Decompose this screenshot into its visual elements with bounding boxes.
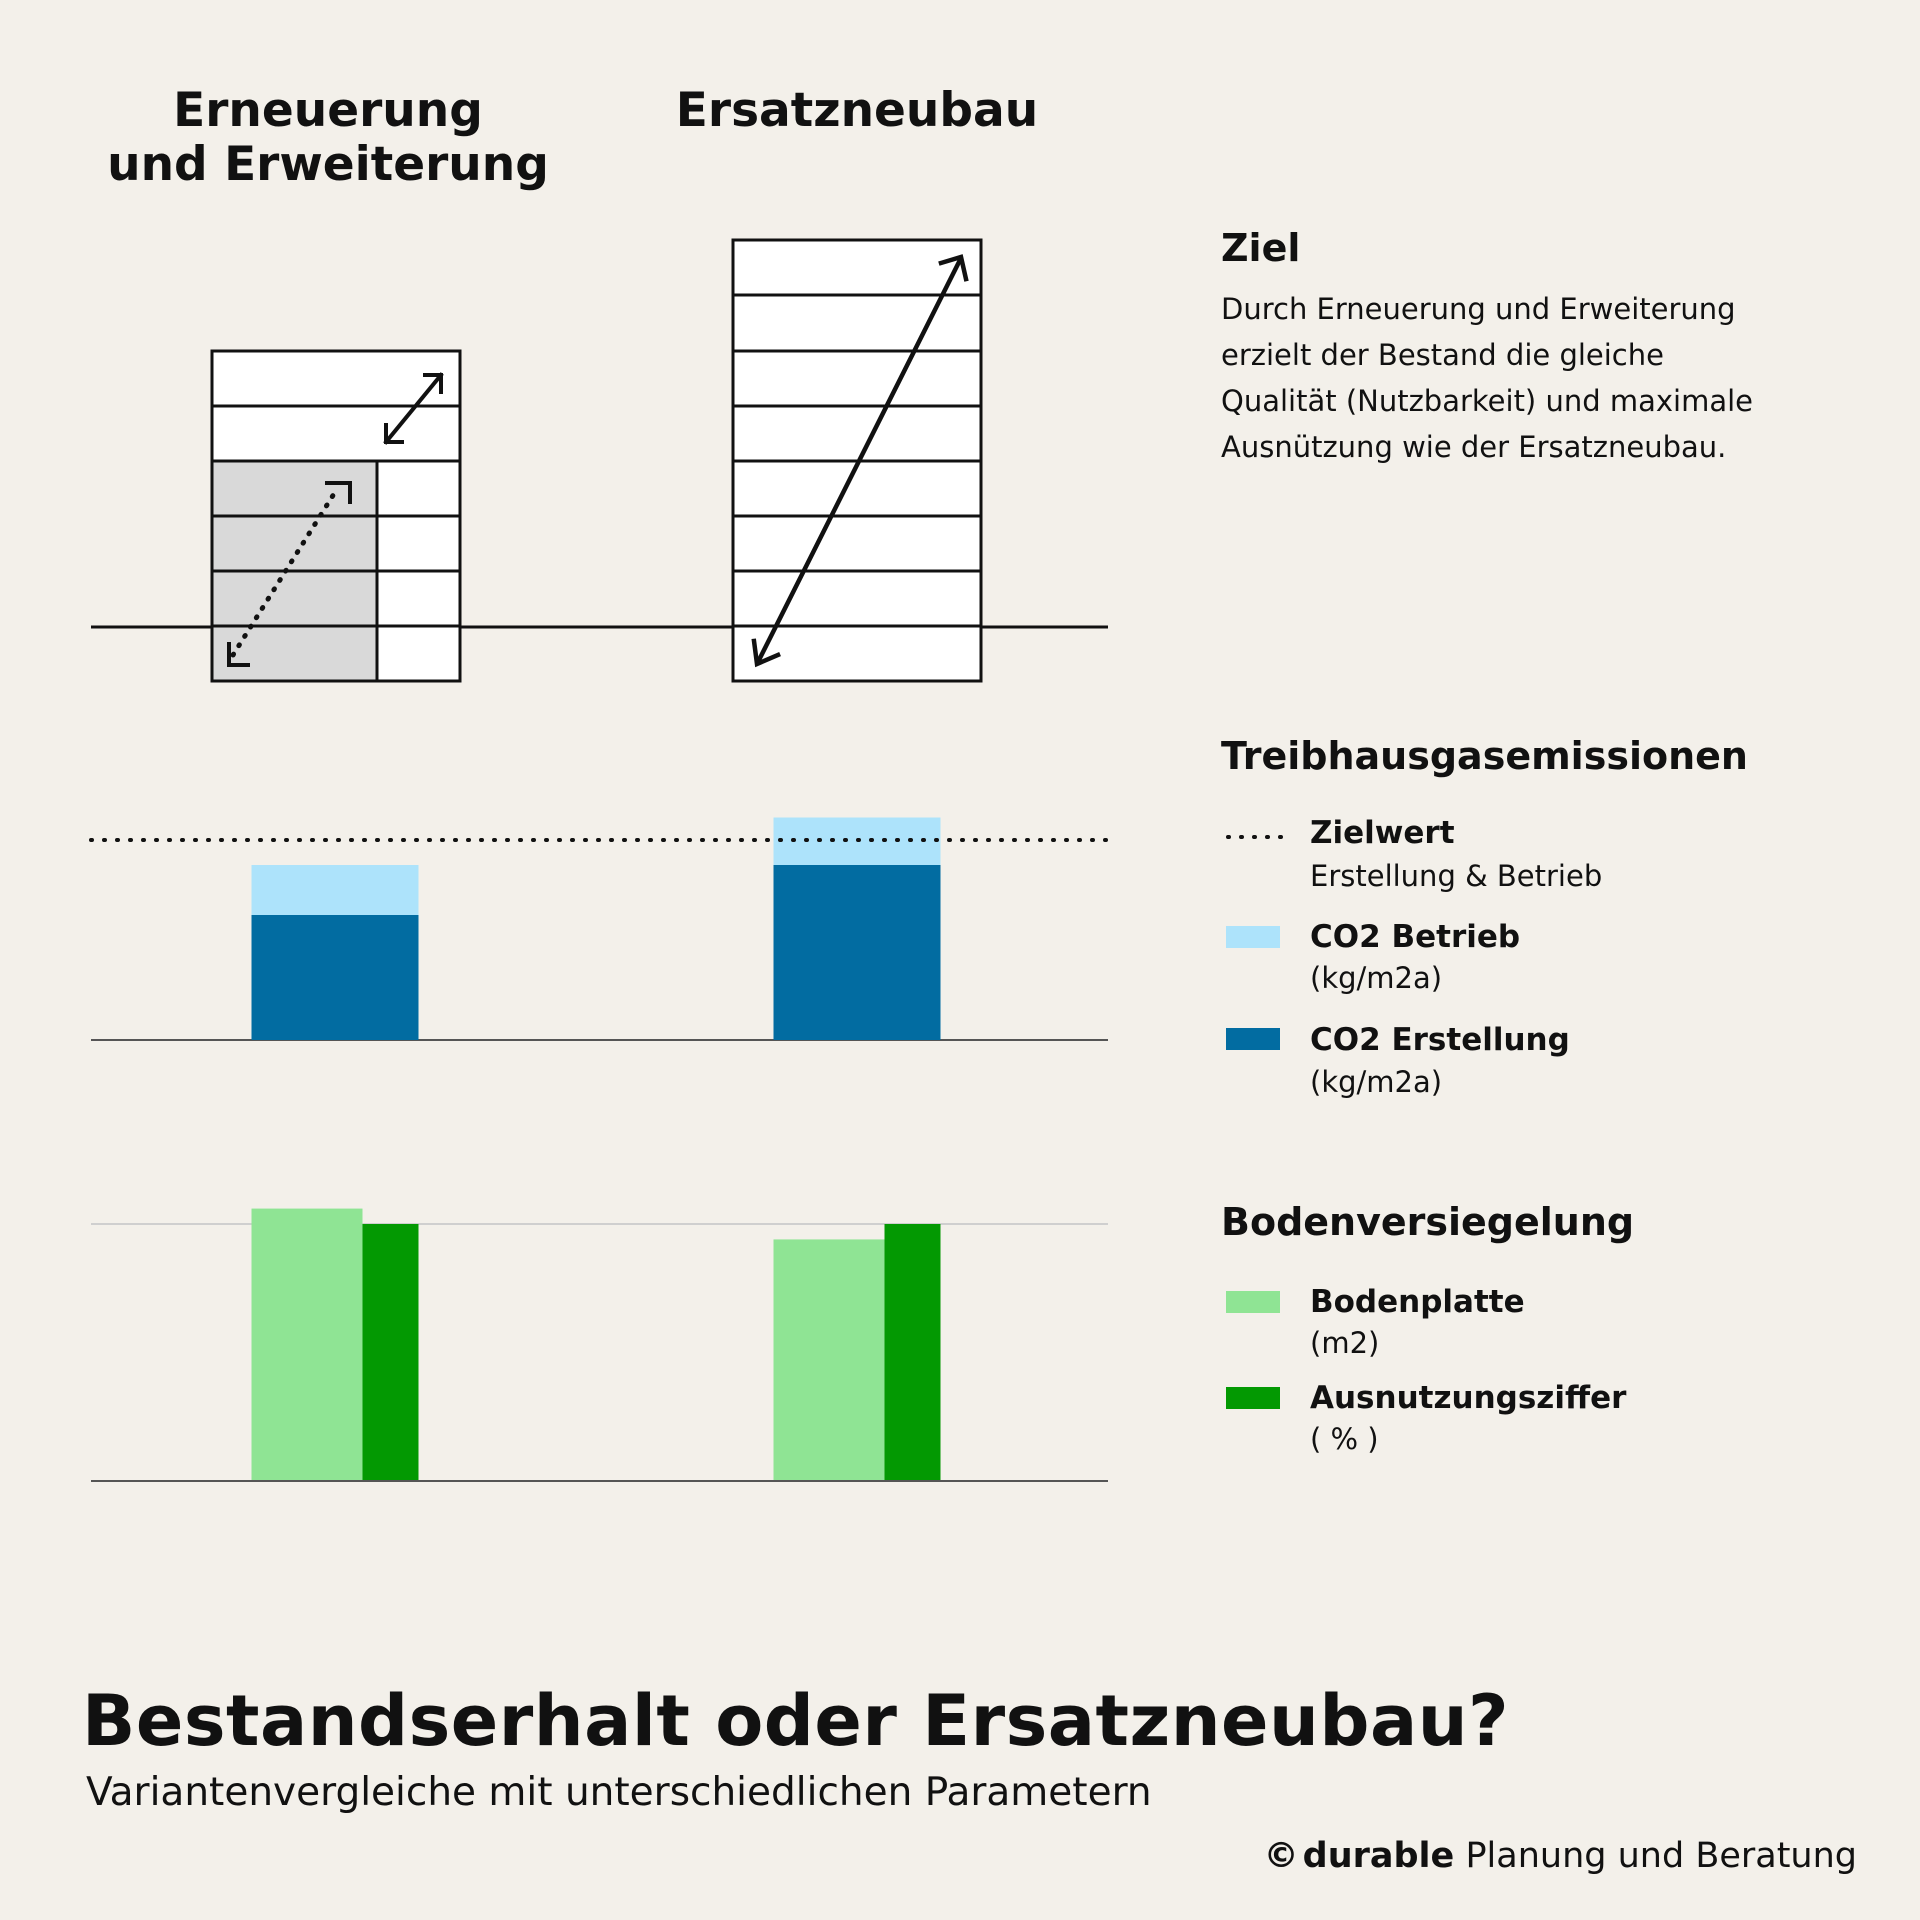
bar-co2-betrieb — [252, 865, 419, 915]
main-title: Bestandserhalt oder Ersatzneubau? — [82, 1680, 1510, 1762]
building-renovation-illustration — [212, 351, 460, 681]
copyright-symbol: © — [1263, 1836, 1299, 1876]
legend-bodenplatte-label: Bodenplatte — [1310, 1284, 1525, 1320]
variant-title-renovation-line1: Erneuerung — [173, 83, 483, 138]
legend-co2-betrieb-unit: (kg/m2a) — [1310, 961, 1443, 995]
legend-co2-erstellung-unit: (kg/m2a) — [1310, 1065, 1443, 1099]
soil-heading: Bodenversiegelung — [1221, 1200, 1635, 1244]
soil-sealing-chart — [91, 1209, 1108, 1481]
legend-co2-erstellung-label: CO2 Erstellung — [1310, 1022, 1570, 1058]
ziel-description — [1221, 286, 1821, 470]
building-replacement-illustration — [733, 240, 981, 681]
ziel-line: Durch Erneuerung und Erweiterung — [1221, 292, 1736, 326]
bar-co2-erstellung — [252, 915, 419, 1040]
legend-ausnutzungsziffer-swatch — [1226, 1387, 1280, 1409]
ziel-line: erzielt der Bestand die gleiche — [1221, 338, 1664, 372]
legend-bodenplatte-unit: (m2) — [1310, 1326, 1380, 1360]
legend-co2-betrieb-swatch — [1226, 926, 1280, 948]
legend-co2-erstellung-swatch — [1226, 1028, 1280, 1050]
brand-name: durable — [1302, 1836, 1455, 1876]
bar-ausnutzungsziffer — [885, 1224, 941, 1481]
ziel-heading: Ziel — [1221, 226, 1301, 270]
legend-ausnutzungsziffer-label: Ausnutzungsziffer — [1310, 1380, 1627, 1416]
company-descriptor: Planung und Beratung — [1465, 1836, 1857, 1876]
subtitle: Variantenvergleiche mit unterschiedlichen Parametern — [86, 1770, 1152, 1815]
credit-line — [1264, 1834, 1857, 1878]
bar-ausnutzungsziffer — [363, 1224, 419, 1481]
variant-title-replacement-line1: Ersatzneubau — [675, 83, 1039, 138]
bar-bodenplatte — [252, 1209, 363, 1481]
ghg-heading: Treibhausgasemissionen — [1221, 734, 1748, 778]
legend-zielwert-label: Zielwert — [1310, 815, 1455, 851]
ziel-line: Qualität (Nutzbarkeit) und maximale — [1221, 384, 1754, 418]
legend-ausnutzungsziffer-unit: ( % ) — [1310, 1422, 1379, 1456]
variant-title-renovation — [78, 84, 578, 192]
variant-title-renovation-line2: und Erweiterung — [107, 137, 549, 192]
variant-title-replacement — [607, 84, 1107, 138]
legend-co2-betrieb-label: CO2 Betrieb — [1310, 919, 1521, 955]
ghg-emissions-chart — [91, 818, 1108, 1041]
bar-bodenplatte — [774, 1239, 885, 1481]
ziel-line: Ausnützung wie der Ersatzneubau. — [1221, 430, 1727, 464]
bar-co2-erstellung — [774, 865, 941, 1040]
legend-bodenplatte-swatch — [1226, 1291, 1280, 1313]
legend-zielwert-sub: Erstellung & Betrieb — [1310, 859, 1603, 893]
